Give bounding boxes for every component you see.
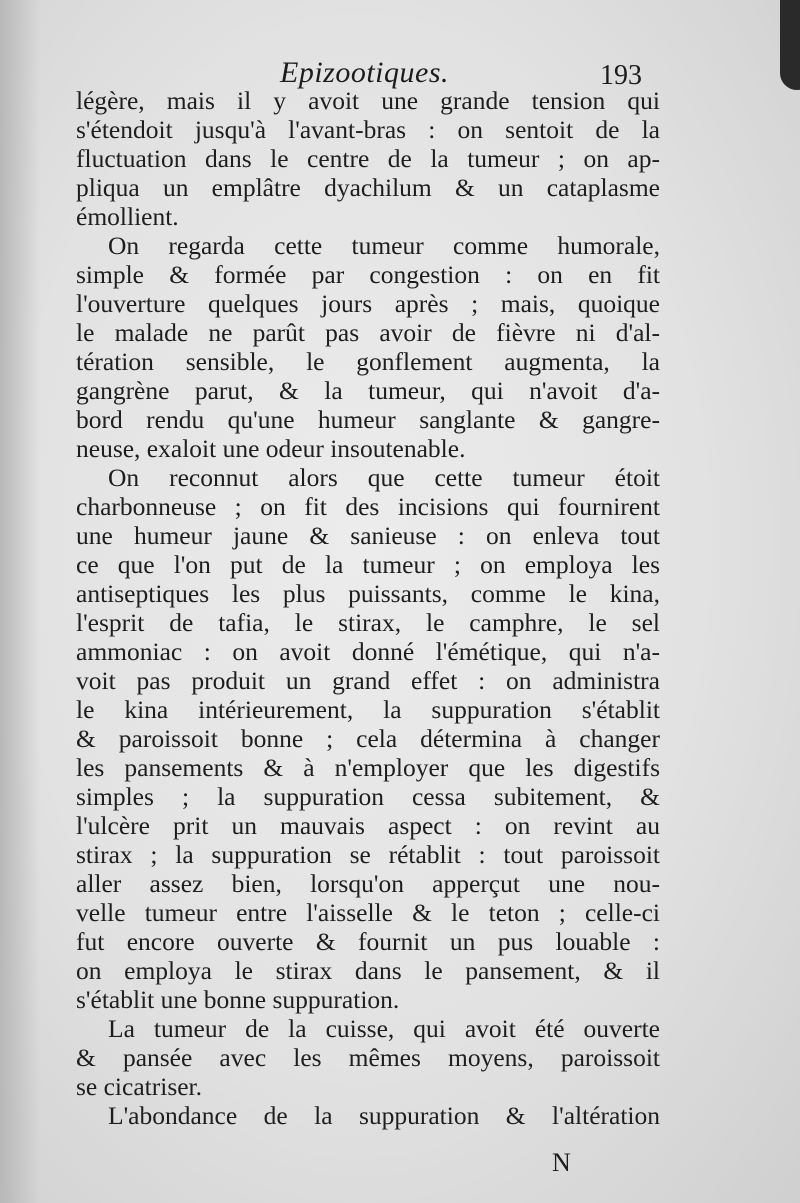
text-line: une humeur jaune & sanieuse : on enleva tout bbox=[76, 521, 660, 550]
text-line: On regarda cette tumeur comme humorale, bbox=[108, 231, 660, 260]
text-line: s'étendoit jusqu'à l'avant-bras : on sentoit de la bbox=[76, 115, 660, 144]
body-text bbox=[76, 86, 660, 1130]
text-line: antiseptiques les plus puissants, comme le kina, bbox=[76, 579, 660, 608]
text-line: charbonneuse ; on fit des incisions qui fournirent bbox=[76, 492, 660, 521]
text-line: voit pas produit un grand effet : on administra bbox=[76, 666, 660, 695]
text-line: l'ulcère prit un mauvais aspect : on revint au bbox=[76, 811, 660, 840]
text-line: émollient. bbox=[76, 202, 179, 231]
text-line: stirax ; la suppuration se rétablit : tout paroissoit bbox=[76, 840, 660, 869]
text-line: les pansements & à n'employer que les digestifs bbox=[76, 753, 660, 782]
text-line: & pansée avec les mêmes moyens, paroissoit bbox=[76, 1043, 660, 1072]
text-line: On reconnut alors que cette tumeur étoit bbox=[108, 463, 660, 492]
gutter-shadow bbox=[0, 0, 40, 1203]
text-line: s'établit une bonne suppuration. bbox=[76, 985, 400, 1014]
text-line: bord rendu qu'une humeur sanglante & gangre- bbox=[76, 405, 660, 434]
text-line: neuse, exaloit une odeur insoutenable. bbox=[76, 434, 466, 463]
text-line: l'ouverture quelques jours après ; mais, quoique bbox=[76, 289, 660, 318]
text-line: velle tumeur entre l'aisselle & le teton ; celle-ci bbox=[76, 898, 660, 927]
text-line: fut encore ouverte & fournit un pus louable : bbox=[76, 927, 660, 956]
text-line: ammoniac : on avoit donné l'émétique, qui n'a- bbox=[76, 637, 660, 666]
text-line: tération sensible, le gonflement augmenta, la bbox=[76, 347, 660, 376]
text-line: fluctuation dans le centre de la tumeur ; on ap- bbox=[76, 144, 660, 173]
page-number: 193 bbox=[600, 60, 642, 91]
text-line: gangrène parut, & la tumeur, qui n'avoit d'a- bbox=[76, 376, 660, 405]
running-title: Epizootiques. bbox=[280, 56, 449, 89]
text-line: l'esprit de tafia, le stirax, le camphre, le sel bbox=[76, 608, 660, 637]
text-line: La tumeur de la cuisse, qui avoit été ouverte bbox=[108, 1014, 660, 1043]
text-line: légère, mais il y avoit une grande tension qui bbox=[76, 86, 660, 115]
text-line: on employa le stirax dans le pansement, & il bbox=[76, 956, 660, 985]
text-line: L'abondance de la suppuration & l'altération bbox=[108, 1101, 660, 1130]
text-line: le malade ne parût pas avoir de fièvre ni d'al- bbox=[76, 318, 660, 347]
text-line: pliqua un emplâtre dyachilum & un cataplasme bbox=[76, 173, 660, 202]
text-line: simples ; la suppuration cessa subitement, & bbox=[76, 782, 660, 811]
text-line: aller assez bien, lorsqu'on apperçut une nou- bbox=[76, 869, 660, 898]
signature-mark: N bbox=[552, 1148, 571, 1177]
text-line: se cicatriser. bbox=[76, 1072, 203, 1101]
text-line: & paroissoit bonne ; cela détermina à changer bbox=[76, 724, 660, 753]
text-line: ce que l'on put de la tumeur ; on employa les bbox=[76, 550, 660, 579]
text-line: le kina intérieurement, la suppuration s'établit bbox=[76, 695, 660, 724]
text-line: simple & formée par congestion : on en fit bbox=[76, 260, 660, 289]
